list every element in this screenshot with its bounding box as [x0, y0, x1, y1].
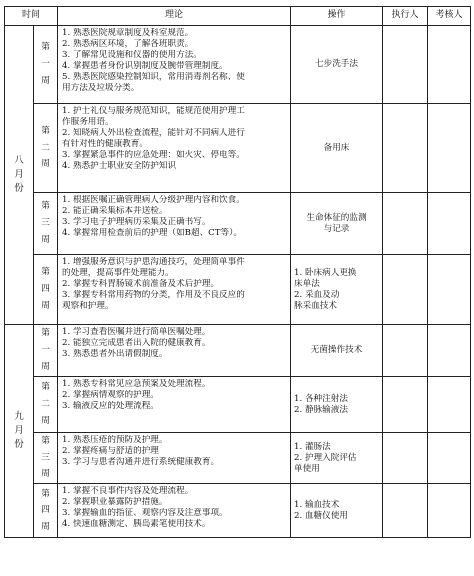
header-theory: 理论 — [58, 7, 291, 26]
week-label-char: 四 — [41, 284, 50, 295]
week-row — [5, 377, 471, 433]
operation-line: 1. 各种注射法 — [294, 393, 348, 404]
theory-line: 3. 了解常见设施和仪器的使用方法。 — [62, 50, 202, 60]
operation-cell — [291, 325, 383, 377]
operation-cell — [291, 484, 383, 538]
month-label-char: 月 — [14, 424, 24, 436]
theory-line: 3. 学习电子护理病历采集及正确书写。 — [62, 217, 211, 227]
theory-line: 2. 掌握专科胃肠镜术前准备及术后护理。 — [62, 279, 220, 289]
operation-line: 1. 灌肠法 — [294, 441, 331, 452]
week-label-char: 周 — [41, 521, 50, 532]
week-label-char: 第 — [41, 42, 50, 53]
theory-line: 3. 掌握输血的指征、观察内容及注意事项。 — [62, 508, 228, 519]
week-row — [5, 193, 471, 255]
assessor-cell — [428, 26, 471, 104]
week-label-char: 周 — [41, 415, 50, 426]
executor-cell — [383, 193, 428, 255]
theory-line: 3. 学习与患者沟通并进行系统健康教育。 — [62, 457, 220, 467]
operation-line: 2. 血糖仪使用 — [294, 510, 348, 521]
training-schedule-table — [4, 6, 471, 538]
assessor-cell — [428, 193, 471, 255]
theory-cell — [58, 26, 291, 104]
week-row — [5, 104, 471, 193]
header-operation: 操作 — [291, 7, 383, 26]
week-label-char: 二 — [41, 142, 50, 153]
week-label-char: 周 — [41, 234, 50, 245]
week-label-char: 第 — [41, 125, 50, 136]
operation-line: 1. 卧床病人更换 — [294, 267, 357, 278]
week-label — [34, 104, 58, 193]
theory-line: 2. 掌握疼痛与舒适的护理 — [62, 446, 159, 456]
week-label-char: 四 — [41, 505, 50, 516]
week-label — [34, 193, 58, 255]
theory-line: 3. 输液反应的处理流程。 — [62, 401, 159, 411]
week-label-char: 周 — [41, 300, 50, 311]
week-row — [5, 255, 471, 325]
theory-line: 1. 根据医嘱正确管理病人分级护理内容和饮食。 — [62, 195, 245, 205]
theory-line: 2. 能独立完成患者出入院的健康教育。 — [62, 338, 211, 348]
operation-cell — [291, 104, 383, 193]
month-label — [5, 325, 34, 538]
week-label-char: 二 — [41, 399, 50, 410]
executor-cell — [383, 104, 428, 193]
operation-line: 1. 输血技术 — [294, 499, 340, 510]
operation-line: 与记录 — [323, 223, 350, 234]
month-label-char: 份 — [14, 183, 24, 195]
week-label — [34, 325, 58, 377]
theory-line: 2. 知晓病人外出检查流程，能针对不同病人进行 — [62, 128, 245, 138]
assessor-cell — [428, 104, 471, 193]
operation-cell — [291, 193, 383, 255]
theory-line: 4. 快速血糖测定、胰岛素笔使用技术。 — [62, 519, 211, 530]
theory-line: 用方法及垃圾分类。 — [62, 83, 140, 93]
operation-line: 七步洗手法 — [315, 59, 358, 69]
theory-cell — [58, 377, 291, 433]
theory-cell — [58, 104, 291, 193]
header-row — [5, 7, 471, 26]
week-label — [34, 377, 58, 433]
header-assessor: 考核人 — [428, 7, 471, 26]
operation-line: 生命体征的监测 — [306, 212, 367, 223]
week-label-char: 周 — [41, 75, 50, 86]
operation-cell — [291, 26, 383, 104]
operation-line: 2. 采血及动 — [294, 289, 340, 300]
operation-line: 2. 护理入院评估 — [294, 452, 357, 463]
theory-line: 的处理，提高事件处理能力。 — [62, 268, 174, 278]
header-time: 时间 — [5, 7, 58, 26]
week-row — [5, 484, 471, 538]
theory-line: 1. 熟悉专科常见应急预案及处理流程。 — [62, 379, 211, 389]
week-label-char: 三 — [41, 452, 50, 463]
theory-line: 2. 掌握职业暴露防护措施。 — [62, 497, 168, 508]
executor-cell — [383, 255, 428, 325]
theory-cell — [58, 433, 291, 484]
month-label — [5, 26, 34, 325]
week-label-char: 周 — [41, 159, 50, 170]
theory-line: 3. 熟悉患者外出请假制度。 — [62, 349, 168, 359]
week-label — [34, 255, 58, 325]
week-label-char: 第 — [41, 436, 50, 446]
operation-line: 无菌操作技术 — [310, 345, 363, 355]
week-label-char: 周 — [41, 469, 50, 480]
week-label-char: 一 — [41, 59, 50, 70]
week-row — [5, 325, 471, 377]
theory-line: 1. 学习查看医嘱并进行简单医嘱处理。 — [62, 327, 211, 337]
executor-cell — [383, 26, 428, 104]
month-label-char: 份 — [14, 439, 24, 451]
month-label-char: 八 — [14, 154, 24, 166]
week-label — [34, 26, 58, 104]
week-label — [34, 433, 58, 484]
theory-cell — [58, 484, 291, 538]
month-label-char: 月 — [14, 168, 24, 180]
operation-line: 脉采血技术 — [294, 300, 337, 311]
assessor-cell — [428, 484, 471, 538]
week-label-char: 第 — [41, 382, 50, 393]
theory-line: 4. 熟悉护士职业安全防护知识 — [62, 161, 177, 171]
theory-line: 4. 掌握患者身份识别制度及腕带管理制度。 — [62, 61, 228, 71]
executor-cell — [383, 433, 428, 484]
week-label-char: 三 — [41, 218, 50, 229]
assessor-cell — [428, 433, 471, 484]
week-row — [5, 433, 471, 484]
week-label — [34, 484, 58, 538]
executor-cell — [383, 325, 428, 377]
theory-line: 5. 熟悉医院感染控制知识，常用消毒剂名称、使 — [62, 72, 245, 82]
theory-line: 3. 掌握专科常用药物的分类，作用及不良反应的 — [62, 290, 245, 300]
theory-cell — [58, 193, 291, 255]
week-row — [5, 26, 471, 104]
theory-line: 1. 熟悉医院规章制度及科室规范。 — [62, 28, 194, 38]
operation-line: 单使用 — [294, 463, 320, 474]
executor-cell — [383, 484, 428, 538]
executor-cell — [383, 377, 428, 433]
theory-line: 2. 能正确采集标本并送检。 — [62, 206, 168, 216]
theory-line: 3. 掌握紧急事件的应急处理：如火灾、停电等。 — [62, 150, 245, 160]
week-label-char: 周 — [41, 361, 50, 372]
theory-line: 1. 护士礼仪与服务规范知识，能规范使用护理工 — [62, 106, 245, 116]
theory-cell — [58, 325, 291, 377]
operation-cell — [291, 255, 383, 325]
theory-line: 1. 熟悉压疮的预防及护理。 — [62, 435, 168, 445]
week-label-char: 第 — [41, 267, 50, 278]
week-label-char: 第 — [41, 328, 50, 339]
theory-line: 4. 掌握常用检查前后的护理（如B超、CT等）。 — [62, 228, 242, 238]
week-label-char: 第 — [41, 488, 50, 499]
theory-line: 观察和护理。 — [62, 301, 114, 311]
operation-cell — [291, 433, 383, 484]
theory-line: 2. 掌握病情观察的护理。 — [62, 390, 159, 400]
theory-line: 作服务用语。 — [62, 117, 114, 127]
operation-line: 2. 静脉输液法 — [294, 404, 348, 415]
theory-line: 1. 掌握不良事件内容及处理流程。 — [62, 486, 194, 497]
assessor-cell — [428, 255, 471, 325]
operation-line: 备用床 — [323, 142, 350, 153]
header-executor: 执行人 — [383, 7, 428, 26]
week-label-char: 第 — [41, 201, 50, 212]
theory-line: 有针对性的健康教育。 — [62, 139, 148, 149]
week-label-char: 一 — [41, 345, 50, 356]
operation-line: 床单法 — [294, 278, 320, 289]
assessor-cell — [428, 325, 471, 377]
assessor-cell — [428, 377, 471, 433]
theory-line: 1. 增强服务意识与护患沟通技巧，处理简单事件 — [62, 257, 245, 267]
theory-cell — [58, 255, 291, 325]
operation-cell — [291, 377, 383, 433]
month-label-char: 九 — [14, 410, 24, 422]
theory-line: 2. 熟悉病区环境，了解各班职责。 — [62, 39, 194, 49]
